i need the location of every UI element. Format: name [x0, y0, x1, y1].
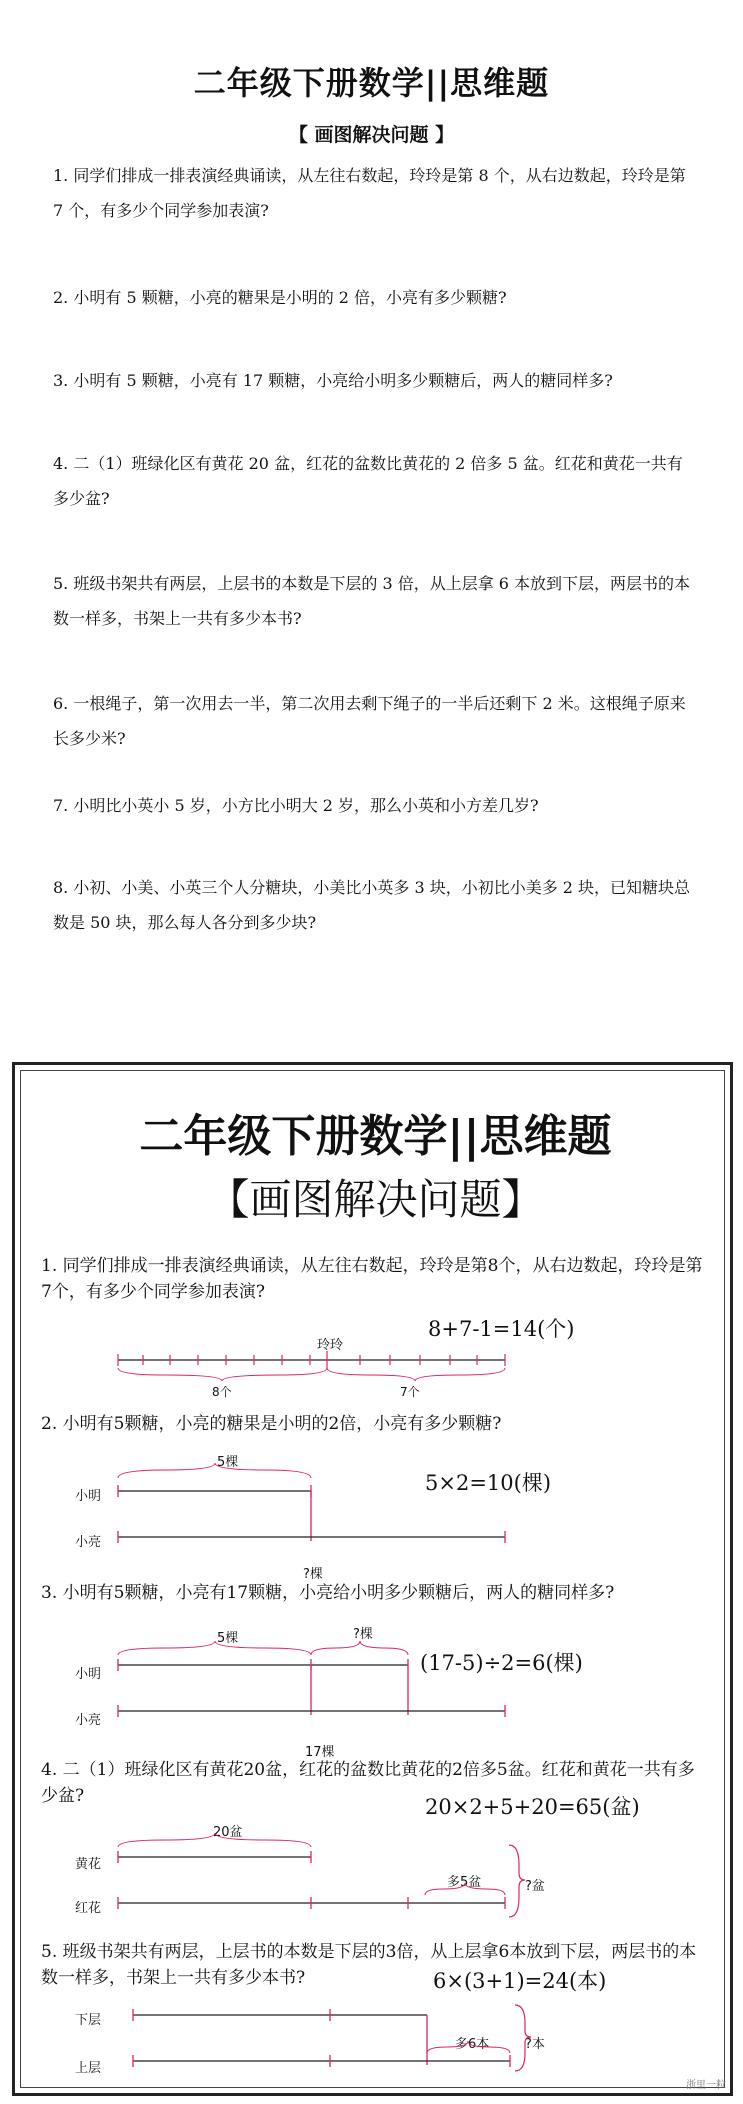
answer-question-5: 5. 班级书架共有两层，上层书的本数是下层的3倍，从上层拿6本放到下层，两层书的本数一样多，书架上一共有多少本书? [41, 1942, 697, 1988]
worksheet-questions [0, 0, 743, 1050]
seg-right-count: 7个 [400, 1385, 420, 1399]
q5-brace-extra [427, 2041, 510, 2053]
page-subtitle: 【 画图解决问题 】 [288, 124, 455, 146]
section-divider [0, 1050, 743, 1062]
diagram-5 [15, 1065, 733, 2096]
question-2: 2. 小明有 5 颗糖，小亮的糖果是小明的 2 倍，小亮有多少颗糖? [53, 288, 507, 307]
question-6: 6. 一根绳子，第一次用去一半，第二次用去剩下绳子的一半后还剩下 2 米。这根绳子原来长多少米? [53, 694, 686, 748]
q3-row-xiaoliang: 小亮 [75, 1713, 102, 1728]
answer-title: 二年级下册数学||思维题 [139, 1111, 612, 1162]
q4-question-mark: ?盆 [525, 1879, 545, 1894]
answer-subtitle: 【画图解决问题】 [207, 1175, 544, 1224]
q4-row-red: 红花 [75, 1901, 102, 1916]
q2-row-xiaoliang: 小亮 [75, 1535, 102, 1550]
page-title: 二年级下册数学||思维题 [193, 64, 550, 102]
q4-extra: 多5盆 [447, 1875, 482, 1890]
answer-sheet [12, 1062, 733, 2096]
q2-question-mark: ?棵 [303, 1567, 323, 1582]
q3-seg-label: 5棵 [217, 1631, 239, 1646]
q2-row-xiaoming: 小明 [75, 1489, 102, 1504]
question-4: 4. 二（1）班绿化区有黄花 20 盆，红花的盆数比黄花的 2 倍多 5 盆。红花和黄花一共有多少盆? [53, 454, 683, 508]
q5-row-upper: 上层 [75, 2061, 102, 2076]
answer-question-1: 1. 同学们排成一排表演经典诵读，从左往右数起，玲玲是第8个，从右边数起，玲玲是第7个，有多少个同学参加表演? [41, 1256, 703, 1302]
answer-question-4: 4. 二（1）班绿化区有黄花20盆，红花的盆数比黄花的2倍多5盆。红花和黄花一共有多少盆? [41, 1760, 695, 1806]
q4-row-yellow: 黄花 [75, 1857, 102, 1872]
seg-left-count: 8个 [212, 1385, 232, 1399]
q3-question-mark: ?棵 [353, 1627, 373, 1642]
watermark: 浙里一粒 [686, 2080, 726, 2091]
q3-total: 17棵 [305, 1745, 335, 1760]
formula-4: 20×2+5+20=65(盆) [425, 1795, 640, 1819]
q5-extra: 多6本 [455, 2037, 490, 2052]
q3-row-xiaoming: 小明 [75, 1667, 102, 1682]
question-8: 8. 小初、小美、小英三个人分糖块，小美比小英多 3 块，小初比小美多 2 块，已知糖块总数是 50 块，那么每人各分到多少块? [53, 878, 691, 932]
formula-2: 5×2=10(棵) [425, 1471, 552, 1495]
question-3: 3. 小明有 5 颗糖，小亮有 17 颗糖，小亮给小明多少颗糖后，两人的糖同样多? [53, 371, 613, 390]
question-7: 7. 小明比小英小 5 岁，小方比小明大 2 岁，那么小英和小方差几岁? [53, 796, 539, 815]
q4-seg-label: 20盆 [213, 1825, 243, 1840]
formula-5: 6×(3+1)=24(本) [433, 1969, 607, 1993]
q5-question-mark: ?本 [525, 2037, 545, 2052]
q5-brace-total [515, 2005, 531, 2071]
q2-seg-label: 5棵 [217, 1455, 239, 1470]
formula-1: 8+7-1=14(个) [428, 1317, 575, 1341]
marker-lingling: 玲玲 [317, 1338, 344, 1353]
formula-3: (17-5)÷2=6(棵) [420, 1651, 583, 1675]
question-1: 1. 同学们排成一排表演经典诵读，从左往右数起，玲玲是第 8 个，从右边数起，玲玲是第 7 个，有多少个同学参加表演? [53, 166, 686, 220]
answer-question-3: 3. 小明有5颗糖，小亮有17颗糖，小亮给小明多少颗糖后，两人的糖同样多? [41, 1583, 615, 1603]
answer-question-2: 2. 小明有5颗糖，小亮的糖果是小明的2倍，小亮有多少颗糖? [41, 1414, 502, 1434]
question-5: 5. 班级书架共有两层，上层书的本数是下层的 3 倍，从上层拿 6 本放到下层，两层书的本数一样多，书架上一共有多少本书? [53, 574, 691, 628]
q5-row-lower: 下层 [75, 2013, 102, 2028]
